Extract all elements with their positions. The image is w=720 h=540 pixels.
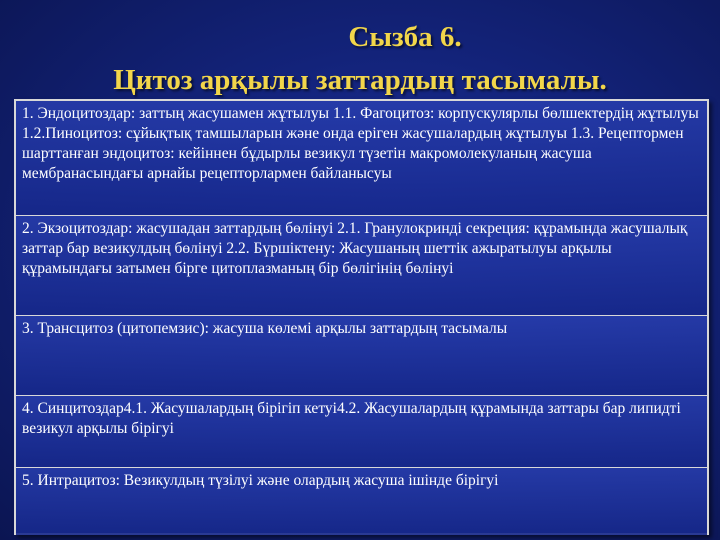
table-row-endocytosis: 1. Эндоцитоздар: заттың жасушамен жұтылуы 1.1. Фагоцитоз: корпускулярлы бөлшектердің жұтылуы 1.2.Пиноцитоз: сұйықтық тамшыларын және онда еріген жасушалардың жұтылуы 1.3. Рецептормен шарттанған эндоцитоз: кейіннен бұдырлы везикул түзетін макромолекуланың жасуша мембранасындағы арнайы рецепторлармен байланысуы xyxy=(16,101,707,216)
title-line-2: Цитоз арқылы заттардың тасымалы. xyxy=(113,64,607,96)
table-row-intracytosis: 5. Интрацитоз: Везикулдың түзілуі және олардың жасуша ішінде бірігуі xyxy=(16,468,707,535)
table-row-syncytosis: 4. Синцитоздар4.1. Жасушалардың бірігіп кетуі4.2. Жасушалардың құрамында заттары бар липидті везикул арқылы бірігуі xyxy=(16,396,707,468)
content-table xyxy=(14,99,709,535)
table-row-transcytosis: 3. Трансцитоз (цитопемзис): жасуша көлемі арқылы заттардың тасымалы xyxy=(16,316,707,396)
slide-title xyxy=(0,18,720,100)
title-line-1: Сызба 6. xyxy=(348,21,462,53)
table-row-exocytosis: 2. Экзоцитоздар: жасушадан заттардың бөлінуі 2.1. Гранулокринді секреция: құрамында жасушалық заттар бар везикулдың бөлінуі 2.2. Бүршіктену: Жасушаның шеттік ажыратылуы арқылы құрамындағы затымен бірге цитоплазманың бір бөлігінің бөлінуі xyxy=(16,216,707,316)
